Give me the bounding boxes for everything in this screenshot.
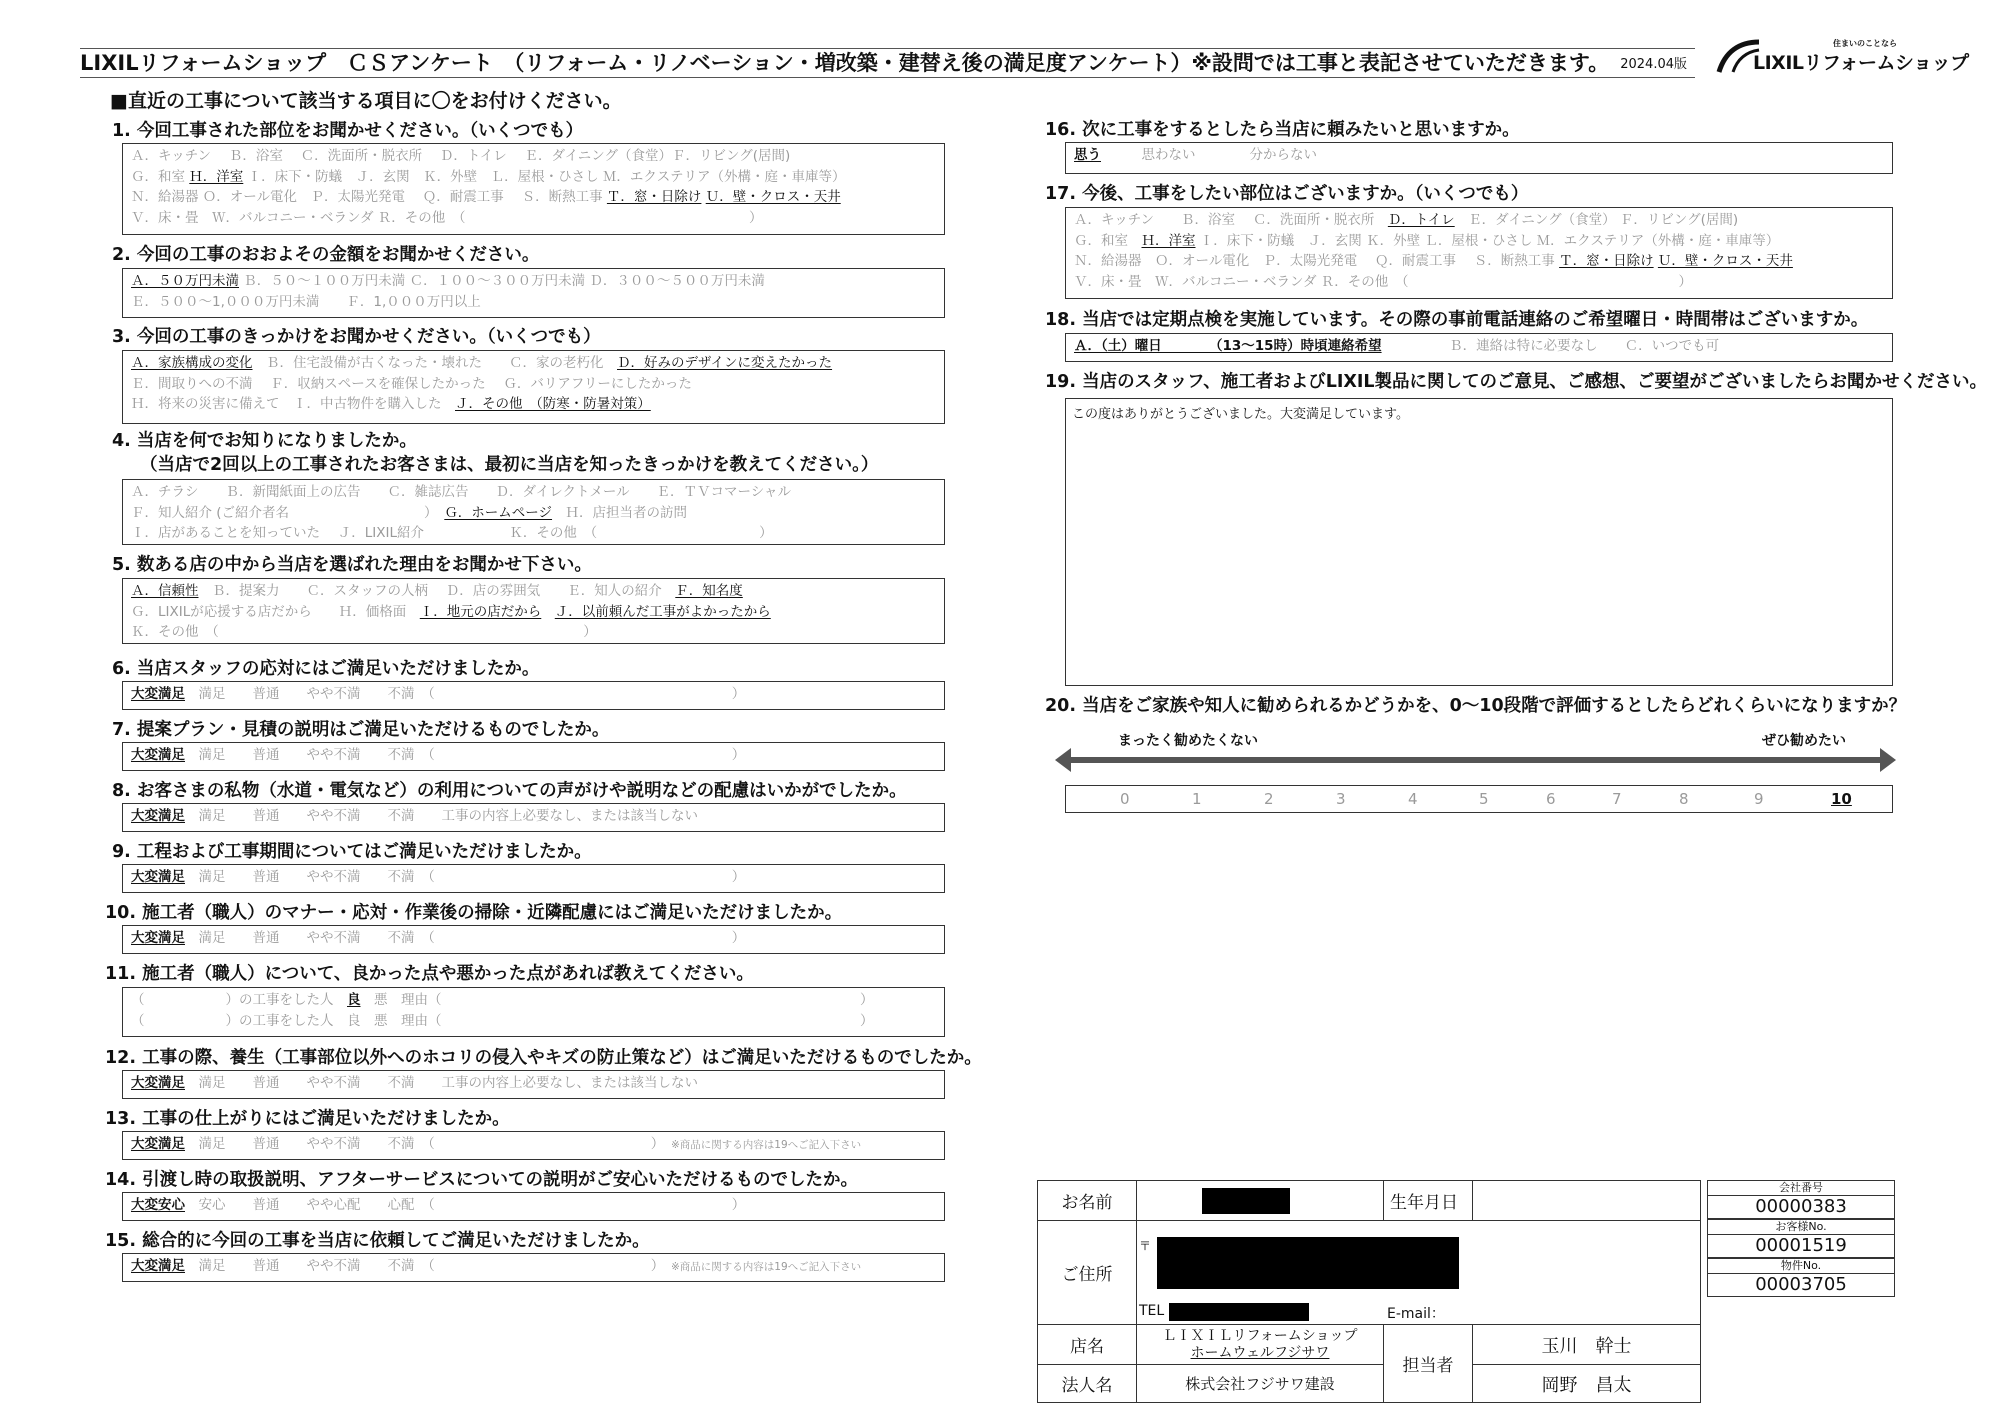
id-numbers [1707,1180,1895,1297]
staff-2: 岡野 昌太 [1473,1365,1701,1403]
q20-scale-2[interactable]: 2 [1264,790,1274,808]
q6-selected[interactable]: 大変満足 [131,686,185,702]
q8-rest: 満足 普通 やや不満 不満 工事の内容上必要なし、または該当しない [198,808,698,824]
q5-line1: Ｂ．提案力 Ｃ．スタッフの人柄 Ｄ．店の雰囲気 Ｅ．知人の紹介 [212,583,662,599]
survey-title-bar [80,48,1695,78]
postal-mark: 〒 [1139,1239,1152,1253]
q15-selected[interactable]: 大変満足 [131,1258,185,1274]
q11-row1-rest: 悪 理由（ ） [374,992,874,1008]
name-label: お名前 [1038,1181,1137,1221]
q3-line1: Ｂ．住宅設備が古くなった・壊れた Ｃ．家の老朽化 [266,355,604,371]
q17-opt-h-selected[interactable]: Ｈ．洋室 [1141,232,1196,249]
q10-label: 10. 施工者（職人）のマナー・応対・作業後の掃除・近隣配慮にはご満足いただけましたか。 [105,903,843,923]
edition-label: 2024.04版 [1620,57,1687,72]
q1-opt-u-selected[interactable]: Ｕ．壁・クロス・天井 [705,189,841,205]
q17-line4: Ｖ．床・畳 Ｗ．バルコニー・ベランダ Ｒ．その他 （ ） [1074,273,1692,290]
q1-options [122,143,945,235]
q4-label: 4. 当店を何でお知りになりましたか。 [112,431,417,451]
q20-scale-6[interactable]: 6 [1546,790,1556,808]
q1-opt-h-selected[interactable]: Ｈ．洋室 [189,168,244,185]
tel-label: TEL [1139,1303,1165,1319]
q1-opt-g[interactable]: Ｇ．和室 [131,168,185,185]
shop-name [1137,1325,1384,1365]
q8-options [122,803,945,832]
q16-label: 16. 次に工事をするとしたら当店に頼みたいと思いますか。 [1045,120,1520,140]
q20-scale-10[interactable]: 10 [1831,790,1852,808]
q11-row1-good-selected[interactable]: 良 [347,992,361,1008]
arrow-right-icon [1880,748,1896,772]
q2-line2: Ｅ．５００～1,０００万円未満 Ｆ．1,０００万円以上 [131,293,481,310]
redacted-tel [1169,1303,1309,1321]
q3-line3: Ｈ．将来の災害に備えて Ｉ．中古物件を購入した [131,396,442,412]
q5-opt-f-selected[interactable]: Ｆ．知名度 [675,583,743,599]
q14-rest: 安心 普通 やや心配 心配 （ ） [198,1197,746,1213]
q3-line2: Ｅ．間取りへの不満 Ｆ．収納スペースを確保したかった Ｇ．バリアフリーにしたかった [131,375,692,392]
q20-scale-8[interactable]: 8 [1679,790,1689,808]
company-no: 00000383 [1707,1195,1895,1219]
q20-scale-0[interactable]: 0 [1120,790,1130,808]
q18-rest: Ｂ．連絡は特に必要なし Ｃ．いつでも可 [1449,338,1720,354]
q15-note: ※商品に関する内容は19へご記入下さい [671,1261,862,1273]
q3-opt-j-selected[interactable]: Ｊ．その他 （防寒・防暑対策） [455,396,651,412]
q9-options [122,864,945,893]
shop-name-line1: ＬＩＸＩＬリフォームショップ [1162,1327,1358,1344]
q16-selected[interactable]: 思う [1074,147,1101,163]
q20-left-label: まったく勧めたくない [1118,733,1258,749]
q13-rest: 満足 普通 やや不満 不満 （ ） [198,1136,658,1152]
q18-selected[interactable]: Ａ．（土）曜日 （13～15時）時頃連絡希望 [1074,338,1382,354]
customer-no-label: お客様No. [1707,1219,1895,1234]
shop-label: 店名 [1038,1325,1137,1365]
q8-label: 8. お客さまの私物（水道・電気など）の利用についての声がけや説明などの配慮はいかがでしたか。 [112,781,907,801]
logo-tagline: 住まいのことなら [1833,39,1897,48]
q3-opt-d-selected[interactable]: Ｄ．好みのデザインに変えたかった [617,355,833,371]
q8-selected[interactable]: 大変満足 [131,808,185,824]
q20-scale-9[interactable]: 9 [1754,790,1764,808]
q11-row1-work: （ ）の工事をした人 [131,992,334,1008]
q4-sublabel: （当店で2回以上の工事されたお客さまは、最初に当店を知ったきっかけを教えてください。） [140,455,879,475]
lixil-logo [1715,28,1969,78]
q1-label: 1. 今回工事された部位をお聞かせください。（いくつでも） [112,121,584,141]
company-no-label: 会社番号 [1707,1180,1895,1195]
q11-row2: （ ）の工事をした人 良 悪 理由（ ） [131,1012,874,1029]
q14-label: 14. 引渡し時の取扱説明、アフターサービスについての説明がご安心いただけるものでしたか。 [105,1170,859,1190]
q2-label: 2. 今回の工事のおおよその金額をお聞かせください。 [112,245,540,265]
q1-line2-rest: Ｉ．床下・防蟻 Ｊ．玄関 Ｋ．外壁 Ｌ．屋根・ひさし Ｍ．エクステリア（外構・庭・車庫等） [247,168,846,185]
q12-selected[interactable]: 大変満足 [131,1075,185,1091]
q2-line1: Ｂ．５０～１００万円未満 Ｃ．１００～３００万円未満 Ｄ．３００～５００万円未満 [243,273,765,289]
q11-options [122,987,945,1037]
q20-scale-5[interactable]: 5 [1479,790,1489,808]
q4-options [122,479,945,545]
q20-label: 20. 当店をご家族や知人に勧められるかどうかを、0～10段階で評価するとしたらどれくらいになりますか？ [1045,696,1907,716]
q17-line2-rest: Ｉ．床下・防蟻 Ｊ．玄関 Ｋ．外壁 Ｌ．屋根・ひさし Ｍ．エクステリア（外構・庭・車庫等） [1199,232,1780,249]
q10-options [122,925,945,954]
q20-scale-1[interactable]: 1 [1192,790,1202,808]
q1-opt-t-selected[interactable]: Ｔ．窓・日除け [606,189,702,205]
q5-opt-a-selected[interactable]: Ａ．信頼性 [131,583,199,599]
staff-label: 担当者 [1384,1325,1473,1403]
name-value [1137,1181,1384,1221]
q17-opt-d-selected[interactable]: Ｄ．トイレ [1387,212,1455,228]
q20-arrow-bar [1065,757,1885,763]
logo-name: LIXILリフォームショップ [1753,52,1969,74]
q14-options [122,1192,945,1221]
arrow-left-icon [1055,748,1071,772]
q16-options [1065,142,1893,174]
q15-rest: 満足 普通 やや不満 不満 （ ） [198,1258,658,1274]
q18-label: 18. 当店では定期点検を実施しています。その際の事前電話連絡のご希望曜日・時間帯はございますか。 [1045,310,1869,330]
q14-selected[interactable]: 大変安心 [131,1197,185,1213]
corp-label: 法人名 [1038,1365,1137,1403]
q13-note: ※商品に関する内容は19へご記入下さい [671,1139,862,1151]
q9-selected[interactable]: 大変満足 [131,869,185,885]
q9-label: 9. 工程および工事期間についてはご満足いただけましたか。 [112,842,592,862]
q17-line1-rest: Ｅ．ダイニング（食堂） Ｆ．リビング(居間) [1468,212,1739,228]
q10-rest: 満足 普通 やや不満 不満 （ ） [198,930,746,946]
shop-name-line2: ホームウェルフジサワ [1190,1344,1330,1361]
q19-answer: この度はありがとうございました。大変満足しています。 [1072,407,1409,422]
q2-options [122,268,945,318]
q17-options [1065,207,1893,299]
q17-opt-u-selected[interactable]: Ｕ．壁・クロス・天井 [1657,253,1793,269]
q1-line3-rest: Ｎ．給湯器 Ｏ．オール電化 Ｐ．太陽光発電 Ｑ．耐震工事 Ｓ．断熱工事 [131,189,603,205]
q17-opt-t-selected[interactable]: Ｔ．窓・日除け [1559,253,1654,269]
birth-value [1473,1181,1701,1221]
q13-options [122,1131,945,1160]
q3-opt-a-selected[interactable]: Ａ．家族構成の変化 [131,355,253,371]
redacted-address [1157,1237,1459,1289]
q17-label: 17. 今後、工事をしたい部位はございますか。（いくつでも） [1045,184,1529,204]
section-heading: ■直近の工事について該当する項目に〇をお付けください。 [110,90,622,112]
survey-title: LIXILリフォームショップ ＣＳアンケート （リフォーム・リノベーション・増改築・建替え後の満足度アンケート）※設問では工事と表記させていただきます。 [80,51,1610,75]
q19-answer-box[interactable] [1065,398,1893,686]
q17-opt-g[interactable]: Ｇ．和室 [1074,232,1128,249]
q4-opt-h[interactable]: Ｈ．店担当者の訪問 [565,504,688,521]
q3-options [122,350,945,424]
q5-options [122,578,945,644]
q5-label: 5. 数ある店の中から当店を選ばれた理由をお聞かせ下さい。 [112,555,592,575]
address-value [1137,1221,1701,1325]
q20-scale [1065,785,1893,813]
q7-options [122,742,945,771]
q20-scale-7[interactable]: 7 [1612,790,1622,808]
q20-right-label: ぜひ勧めたい [1762,733,1846,749]
q5-opt-j-selected[interactable]: Ｊ．以前頼んだ工事がよかったから [554,603,771,620]
redacted-name [1202,1188,1290,1214]
q20-scale-4[interactable]: 4 [1408,790,1418,808]
q6-label: 6. 当店スタッフの応対にはご満足いただけましたか。 [112,659,540,679]
q7-selected[interactable]: 大変満足 [131,747,185,763]
q9-rest: 満足 普通 やや不満 不満 （ ） [198,869,746,885]
q16-rest: 思わない 分からない [1141,147,1317,163]
q19-label: 19. 当店のスタッフ、施工者およびLIXIL製品に関してのご意見、ご感想、ご要望がございましたらお聞かせください。 [1045,372,1988,392]
q4-opt-g-selected[interactable]: Ｇ．ホームページ [444,504,553,521]
q10-selected[interactable]: 大変満足 [131,930,185,946]
q20-scale-3[interactable]: 3 [1336,790,1346,808]
q17-line1: Ａ．キッチン Ｂ．浴室 Ｃ．洗面所・脱衣所 [1074,212,1375,228]
customer-info-table [1037,1180,1701,1403]
q1-line1: Ａ．キッチン Ｂ．浴室 Ｃ．洗面所・脱衣所 Ｄ．トイレ Ｅ．ダイニング（食堂）Ｆ．リビング(居間) [131,148,791,164]
q2-opt-a-selected[interactable]: Ａ．５０万円未満 [131,273,239,289]
q12-options [122,1070,945,1099]
q11-label: 11. 施工者（職人）について、良かった点や悪かった点があれば教えてください。 [105,964,754,984]
property-no: 00003705 [1707,1273,1895,1297]
address-label: ご住所 [1038,1221,1137,1325]
q12-rest: 満足 普通 やや不満 不満 工事の内容上必要なし、または該当しない [198,1075,698,1091]
q4-line1: Ａ．チラシ Ｂ．新聞紙面上の広告 Ｃ．雑誌広告 Ｄ．ダイレクトメール Ｅ．ＴＶコマーシャル [131,484,792,500]
q15-label: 15. 総合的に今回の工事を当店に依頼してご満足いただけましたか。 [105,1231,650,1251]
q5-opt-i-selected[interactable]: Ｉ．地元の店だから [419,603,542,620]
q6-options [122,681,945,710]
q15-options [122,1253,945,1282]
q12-label: 12. 工事の際、養生（工事部位以外へのホコリの侵入やキズの防止策など）はご満足いただけるものでしたか。 [105,1048,982,1068]
q4-opt-f[interactable]: Ｆ．知人紹介 (ご紹介者名 ） [131,504,431,521]
q7-label: 7. 提案プラン・見積の説明はご満足いただけるものでしたか。 [112,720,610,740]
birth-label: 生年月日 [1384,1181,1473,1221]
q3-label: 3. 今回の工事のきっかけをお聞かせください。（いくつでも） [112,327,601,347]
q4-line3: Ｉ．店があることを知っていた Ｊ．LIXIL紹介 Ｋ．その他 （ ） [131,525,773,541]
staff-1: 玉川 幹士 [1473,1325,1701,1365]
q13-label: 13. 工事の仕上がりにはご満足いただけましたか。 [105,1109,510,1129]
customer-no: 00001519 [1707,1234,1895,1258]
property-no-label: 物件No. [1707,1258,1895,1273]
email-label: E-mail： [1387,1306,1445,1322]
q7-rest: 満足 普通 やや不満 不満 （ ） [198,747,746,763]
q5-line3: Ｋ．その他 （ ） [131,624,597,640]
q13-selected[interactable]: 大変満足 [131,1136,185,1152]
corp-name: 株式会社フジサワ建設 [1137,1365,1384,1403]
q17-line3: Ｎ．給湯器 Ｏ．オール電化 Ｐ．太陽光発電 Ｑ．耐震工事 Ｓ．断熱工事 [1074,253,1555,269]
q1-line4: Ｖ．床・畳 Ｗ．バルコニー・ベランダ Ｒ．その他 （ ） [131,209,763,226]
q6-rest: 満足 普通 やや不満 不満 （ ） [198,686,746,702]
q5-line2: Ｇ．LIXILが応援する店だから Ｈ．価格面 [131,603,407,620]
q18-options [1065,333,1893,362]
